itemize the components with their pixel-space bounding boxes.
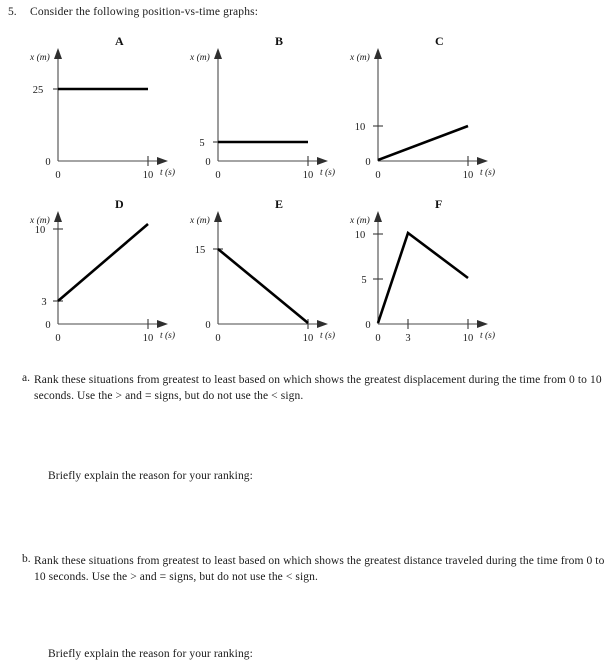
question-number: 5. (8, 6, 17, 18)
graph-D-xlabel: t (s) (160, 331, 176, 341)
graph-F-xtick-10: 10 (462, 333, 474, 344)
graph-B-ylabel: x (m) (190, 53, 210, 63)
graph-E-title: E (275, 197, 284, 211)
graph-E-data-line (218, 249, 308, 323)
graph-A (10, 34, 190, 189)
graph-B (170, 34, 350, 189)
graph-E-xtick-10: 10 (302, 333, 314, 344)
part-a-body (34, 372, 608, 405)
part-b-prompt: Rank these situations from greatest to least based on which shows the greatest distance traveled during the time from 0 to 10 seconds. Use the > and = signs, but do not use the < sign. (34, 555, 605, 584)
graph-C-ylabel: x (m) (350, 53, 370, 63)
graph-C-ytick-10: 10 (354, 122, 366, 133)
graph-F (330, 197, 510, 352)
graph-C-xtick-0: 0 (375, 170, 381, 181)
graph-E-ytick-0: 0 (205, 320, 211, 331)
graph-D-ytick-10: 10 (34, 225, 46, 236)
graph-B-ytick-5: 5 (199, 138, 205, 149)
graph-C (330, 34, 510, 189)
part-b (8, 553, 608, 586)
graph-F-data-line (378, 233, 468, 323)
part-a (8, 372, 608, 405)
graph-A-xtick-10: 10 (142, 170, 154, 181)
graph-A-xtick-0: 0 (55, 170, 61, 181)
graph-B-title: B (275, 34, 284, 48)
graph-A-ylabel: x (m) (30, 53, 50, 63)
graph-grid (0, 34, 616, 354)
graph-C-xlabel: t (s) (480, 168, 496, 178)
graph-D-ytick-3: 3 (41, 297, 47, 308)
graph-E-xtick-0: 0 (215, 333, 221, 344)
graph-B-xlabel: t (s) (320, 168, 336, 178)
graph-D-xtick-10: 10 (142, 333, 154, 344)
graph-F-ytick-5: 5 (361, 275, 367, 286)
graph-D-data-line (58, 224, 148, 301)
graph-D-ylabel: x (m) (30, 216, 50, 226)
graph-F-ytick-0: 0 (365, 320, 371, 331)
graph-D-xtick-0: 0 (55, 333, 61, 344)
graph-D-ytick-0: 0 (45, 320, 51, 331)
graph-F-title: F (435, 197, 443, 211)
graph-F-xtick-3: 3 (405, 333, 411, 344)
graph-C-ytick-0: 0 (365, 157, 371, 168)
graph-C-title: C (435, 34, 444, 48)
part-b-letter: b. (22, 553, 31, 565)
graph-C-xtick-10: 10 (462, 170, 474, 181)
graph-E-xlabel: t (s) (320, 331, 336, 341)
graph-B-ytick-0: 0 (205, 157, 211, 168)
part-a-letter: a. (22, 372, 30, 384)
graph-A-title: A (115, 34, 124, 48)
graph-E (170, 197, 350, 352)
graph-D (10, 197, 190, 352)
graph-E-ylabel: x (m) (190, 216, 210, 226)
question-header (8, 6, 608, 18)
graph-E-ytick-15: 15 (194, 245, 206, 256)
graph-B-xtick-10: 10 (302, 170, 314, 181)
graph-F-xtick-0: 0 (375, 333, 381, 344)
graph-A-ytick-0: 0 (45, 157, 51, 168)
part-a-explain-label: Briefly explain the reason for your ranking: (48, 470, 253, 482)
graph-B-xtick-0: 0 (215, 170, 221, 181)
graph-F-ylabel: x (m) (350, 216, 370, 226)
part-b-explain-label: Briefly explain the reason for your ranking: (48, 648, 253, 660)
graph-F-xlabel: t (s) (480, 331, 496, 341)
graph-A-xlabel: t (s) (160, 168, 176, 178)
graph-F-ytick-10: 10 (354, 230, 366, 241)
question-prompt: Consider the following position-vs-time graphs: (30, 6, 259, 18)
graph-A-ytick-25: 25 (32, 85, 44, 96)
part-a-prompt: Rank these situations from greatest to least based on which shows the greatest displacement during the time from 0 to 10 seconds. Use the > and = signs, but do not use the < sign. (34, 374, 602, 403)
graph-C-data-line (378, 126, 468, 160)
part-b-body (34, 553, 608, 586)
graph-D-title: D (115, 197, 124, 211)
